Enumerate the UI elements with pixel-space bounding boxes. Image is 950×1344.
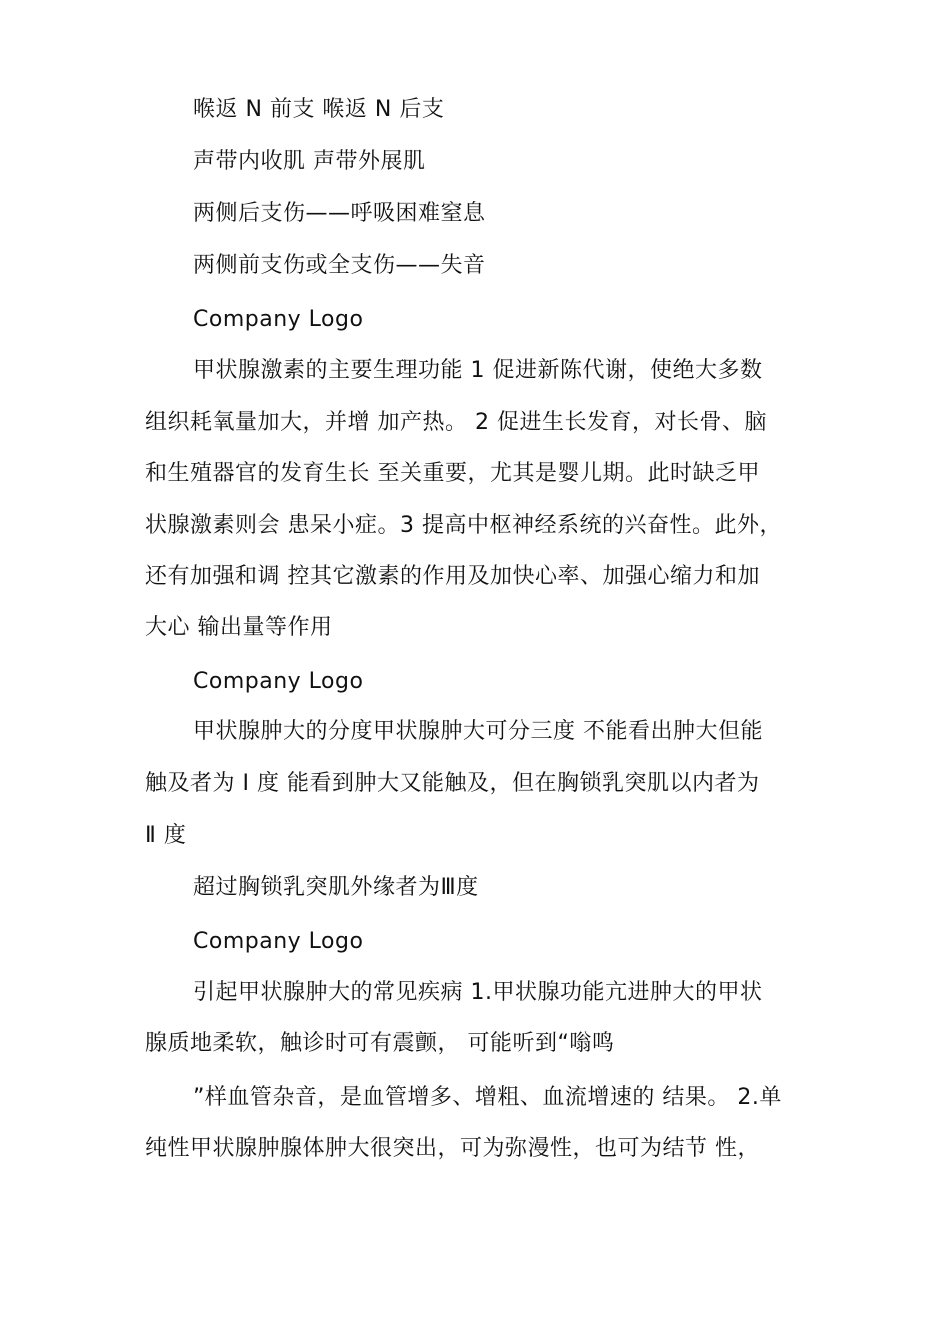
text-line-1: 喉返 N 前支 喉返 N 后支 bbox=[193, 97, 445, 122]
text-line-14: 触及者为 Ⅰ 度 能看到肿大又能触及，但在胸锁乳突肌以内者为 bbox=[145, 771, 760, 796]
text-line-10: 还有加强和调 控其它激素的作用及加快心率、加强心缩力和加 bbox=[145, 564, 760, 589]
text-line-15: Ⅱ 度 bbox=[145, 823, 187, 848]
text-line-2: 声带内收肌 声带外展肌 bbox=[193, 149, 426, 174]
text-line-9: 状腺激素则会 患呆小症。3 提高中枢神经系统的兴奋性。此外， bbox=[145, 513, 782, 538]
text-line-11: 大心 输出量等作用 bbox=[145, 615, 333, 640]
text-line-16: 超过胸锁乳突肌外缘者为Ⅲ度 bbox=[193, 875, 479, 900]
text-line-6: 甲状腺激素的主要生理功能 1 促进新陈代谢，使绝大多数 bbox=[193, 358, 763, 383]
text-line-7: 组织耗氧量加大，并增 加产热。 2 促进生长发育，对长骨、脑 bbox=[145, 410, 767, 435]
text-line-18: 引起甲状腺肿大的常见疾病 1.甲状腺功能亢进肿大的甲状 bbox=[193, 980, 763, 1005]
text-line-8: 和生殖器官的发育生长 至关重要，尤其是婴儿期。此时缺乏甲 bbox=[145, 461, 760, 486]
text-line-20: ”样血管杂音，是血管增多、增粗、血流增速的 结果。 2.单 bbox=[193, 1085, 782, 1110]
text-line-4: 两侧前支伤或全支伤——失音 bbox=[193, 253, 486, 278]
company-logo-text-1: Company Logo bbox=[193, 307, 364, 332]
company-logo-text-2: Company Logo bbox=[193, 669, 364, 694]
text-line-3: 两侧后支伤——呼吸困难窒息 bbox=[193, 201, 486, 226]
company-logo-text-3: Company Logo bbox=[193, 929, 364, 954]
text-line-19: 腺质地柔软，触诊时可有震颤， 可能听到“嗡鸣 bbox=[145, 1031, 615, 1056]
text-line-21: 纯性甲状腺肿腺体肿大很突出，可为弥漫性，也可为结节 性， bbox=[145, 1136, 760, 1161]
text-line-13: 甲状腺肿大的分度甲状腺肿大可分三度 不能看出肿大但能 bbox=[193, 719, 763, 744]
